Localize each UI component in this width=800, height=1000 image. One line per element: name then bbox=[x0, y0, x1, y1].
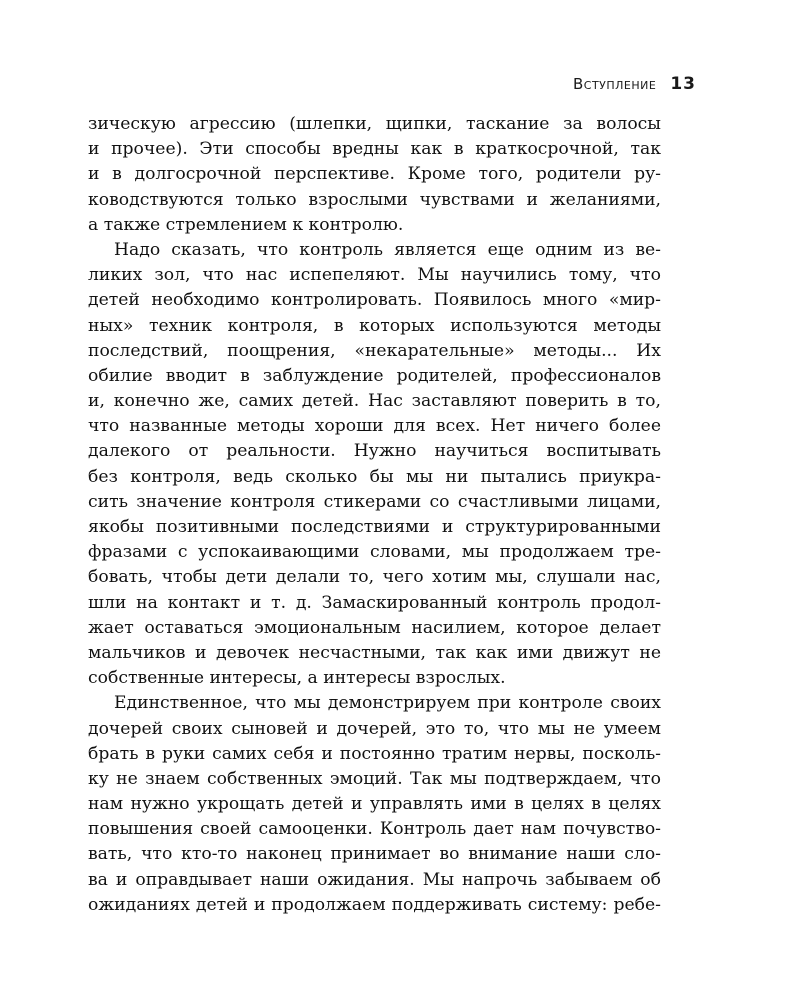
text-line: ных» техник контроля, в которых используются методы bbox=[88, 315, 661, 336]
text-line: обилие вводит в заблуждение родителей, профессионалов bbox=[88, 365, 661, 386]
text-line: брать в руки самих себя и постоянно тратим нервы, посколь- bbox=[88, 743, 661, 764]
text-line: ку не знаем собственных эмоций. Так мы подтверждаем, что bbox=[88, 768, 661, 789]
text-line: и в долгосрочной перспективе. Кроме того, родители ру- bbox=[88, 164, 661, 185]
section-title: Вступление bbox=[572, 75, 657, 93]
text-line: собственные интересы, а интересы взрослых. bbox=[88, 668, 506, 689]
text-line: и, конечно же, самих детей. Нас заставляют поверить в то, bbox=[88, 391, 661, 412]
text-line: бовать, чтобы дети делали то, чего хотим мы, слушали нас, bbox=[88, 567, 661, 588]
text-line: нам нужно укрощать детей и управлять ими в целях в целях bbox=[88, 794, 661, 815]
running-header bbox=[573, 74, 696, 94]
text-line: якобы позитивными последствиями и структурированными bbox=[88, 517, 661, 537]
text-line: Единственное, что мы демонстрируем при контроле своих bbox=[114, 693, 661, 714]
text-line: ва и оправдывает наши ожидания. Мы напрочь забываем об bbox=[88, 869, 661, 890]
text-line: ководствуются только взрослыми чувствами и желаниями, bbox=[88, 189, 661, 210]
text-line: далекого от реальности. Нужно научиться воспитывать bbox=[88, 441, 661, 462]
text-line: зическую агрессию (шлепки, щипки, таскание за волосы bbox=[88, 114, 661, 134]
text-line: ликих зол, что нас испепеляют. Мы научились тому, что bbox=[88, 265, 661, 286]
text-line: повышения своей самооценки. Контроль дает нам почувство- bbox=[88, 819, 661, 840]
text-line: что названные методы хороши для всех. Нет ничего более bbox=[88, 416, 661, 437]
text-line: сить значение контроля стикерами со счастливыми лицами, bbox=[88, 491, 661, 512]
text-line: дочерей своих сыновей и дочерей, это то, что мы не умеем bbox=[88, 718, 661, 739]
text-line: жает оставаться эмоциональным насилием, которое делает bbox=[88, 617, 661, 638]
text-line: вать, что кто-то наконец принимает во внимание наши сло- bbox=[88, 844, 661, 865]
text-line: без контроля, ведь сколько бы мы ни пытались приукра- bbox=[88, 466, 661, 487]
text-line: фразами с успокаивающими словами, мы продолжаем тре- bbox=[88, 542, 661, 563]
body-text bbox=[88, 112, 661, 918]
text-line: последствий, поощрения, «некарательные» методы... Их bbox=[88, 340, 661, 361]
page-number: 13 bbox=[670, 74, 696, 94]
text-line: детей необходимо контролировать. Появилось много «мир- bbox=[88, 290, 661, 311]
text-line: а также стремлением к контролю. bbox=[88, 214, 404, 235]
text-line: ожиданиях детей и продолжаем поддерживать систему: ребе- bbox=[88, 894, 661, 915]
text-line: шли на контакт и т. д. Замаскированный контроль продол- bbox=[88, 592, 661, 613]
text-line: Надо сказать, что контроль является еще одним из ве- bbox=[114, 239, 661, 260]
text-line: мальчиков и девочек несчастными, так как ими движут не bbox=[88, 642, 661, 663]
text-line: и прочее). Эти способы вредны как в краткосрочной, так bbox=[88, 139, 661, 160]
